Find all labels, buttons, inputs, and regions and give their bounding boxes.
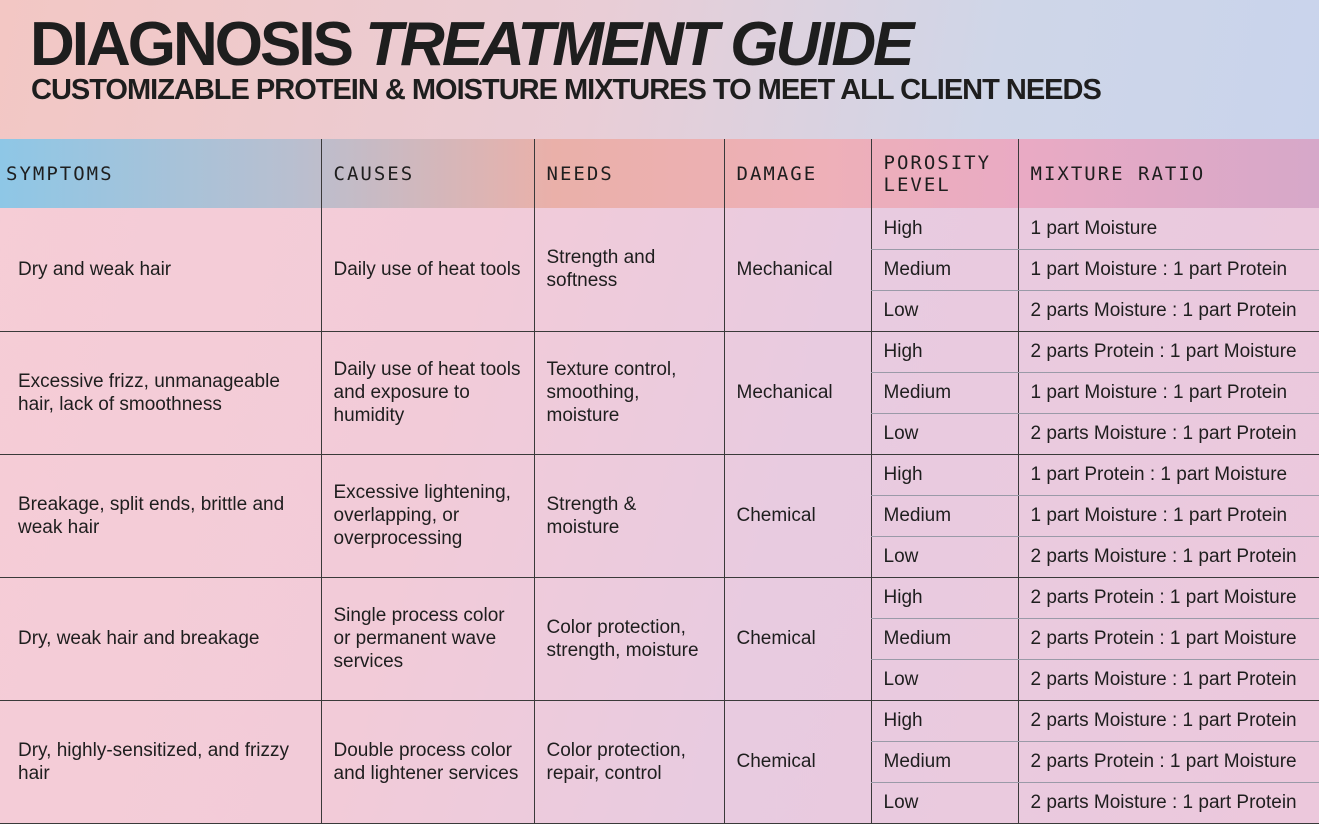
mixture-cell: 2 parts Moisture : 1 part Protein: [1018, 290, 1319, 331]
causes-cell: Daily use of heat tools and exposure to humidity: [321, 331, 534, 454]
damage-cell: Chemical: [724, 454, 871, 577]
porosity-cell: High: [871, 454, 1018, 495]
needs-cell: Color protection, repair, control: [534, 700, 724, 823]
treatment-table: [0, 139, 1319, 824]
mixture-cell: 2 parts Protein : 1 part Moisture: [1018, 741, 1319, 782]
causes-cell: Excessive lightening, overlapping, or overprocessing: [321, 454, 534, 577]
needs-cell: Strength & moisture: [534, 454, 724, 577]
needs-cell: Strength and softness: [534, 208, 724, 331]
title-bold: DIAGNOSIS: [30, 10, 351, 79]
porosity-cell: Medium: [871, 618, 1018, 659]
page-subtitle: CUSTOMIZABLE PROTEIN & MOISTURE MIXTURES TO MEET ALL CLIENT NEEDS: [31, 74, 1101, 106]
page-header: [0, 0, 1319, 139]
mixture-cell: 2 parts Protein : 1 part Moisture: [1018, 577, 1319, 618]
porosity-cell: Medium: [871, 495, 1018, 536]
damage-cell: Mechanical: [724, 208, 871, 331]
column-header-needs: NEEDS: [534, 139, 724, 208]
damage-cell: Mechanical: [724, 331, 871, 454]
mixture-cell: 2 parts Protein : 1 part Moisture: [1018, 331, 1319, 372]
mixture-cell: 1 part Moisture : 1 part Protein: [1018, 372, 1319, 413]
column-header-symptoms: SYMPTOMS: [6, 162, 114, 185]
causes-cell: Single process color or permanent wave services: [321, 577, 534, 700]
porosity-cell: Low: [871, 290, 1018, 331]
column-header-mixture: MIXTURE RATIO: [1018, 139, 1319, 208]
damage-cell: Chemical: [724, 577, 871, 700]
porosity-cell: Low: [871, 413, 1018, 454]
porosity-cell: Low: [871, 782, 1018, 823]
mixture-cell: 2 parts Moisture : 1 part Protein: [1018, 659, 1319, 700]
mixture-cell: 1 part Protein : 1 part Moisture: [1018, 454, 1319, 495]
mixture-cell: 1 part Moisture: [1018, 208, 1319, 249]
title-italic: TREATMENT GUIDE: [365, 10, 912, 79]
porosity-cell: Medium: [871, 249, 1018, 290]
table-row: [0, 208, 1319, 249]
porosity-cell: Medium: [871, 741, 1018, 782]
damage-cell: Chemical: [724, 700, 871, 823]
porosity-cell: High: [871, 331, 1018, 372]
table-row: [0, 700, 1319, 741]
table-row: [0, 454, 1319, 495]
page-title: [30, 12, 911, 78]
symptoms-cell: Dry and weak hair: [0, 208, 321, 331]
column-header-causes: CAUSES: [321, 139, 534, 208]
needs-cell: Color protection, strength, moisture: [534, 577, 724, 700]
mixture-cell: 2 parts Moisture : 1 part Protein: [1018, 700, 1319, 741]
mixture-cell: 2 parts Moisture : 1 part Protein: [1018, 413, 1319, 454]
porosity-cell: High: [871, 577, 1018, 618]
symptoms-cell: Dry, highly-sensitized, and frizzy hair: [0, 700, 321, 823]
table-row: [0, 577, 1319, 618]
porosity-cell: Low: [871, 659, 1018, 700]
porosity-cell: Low: [871, 536, 1018, 577]
symptoms-cell: Excessive frizz, unmanageable hair, lack of smoothness: [0, 331, 321, 454]
causes-cell: Double process color and lightener services: [321, 700, 534, 823]
mixture-cell: 2 parts Protein : 1 part Moisture: [1018, 618, 1319, 659]
causes-cell: Daily use of heat tools: [321, 208, 534, 331]
mixture-cell: 2 parts Moisture : 1 part Protein: [1018, 536, 1319, 577]
mixture-cell: 1 part Moisture : 1 part Protein: [1018, 495, 1319, 536]
table-row: [0, 331, 1319, 372]
column-header-porosity: POROSITY LEVEL: [871, 139, 1018, 208]
mixture-cell: 2 parts Moisture : 1 part Protein: [1018, 782, 1319, 823]
mixture-cell: 1 part Moisture : 1 part Protein: [1018, 249, 1319, 290]
table-header-row: [0, 139, 1319, 208]
symptoms-cell: Dry, weak hair and breakage: [0, 577, 321, 700]
symptoms-cell: Breakage, split ends, brittle and weak hair: [0, 454, 321, 577]
needs-cell: Texture control, smoothing, moisture: [534, 331, 724, 454]
porosity-cell: High: [871, 208, 1018, 249]
column-header-damage: DAMAGE: [724, 139, 871, 208]
porosity-cell: Medium: [871, 372, 1018, 413]
porosity-cell: High: [871, 700, 1018, 741]
